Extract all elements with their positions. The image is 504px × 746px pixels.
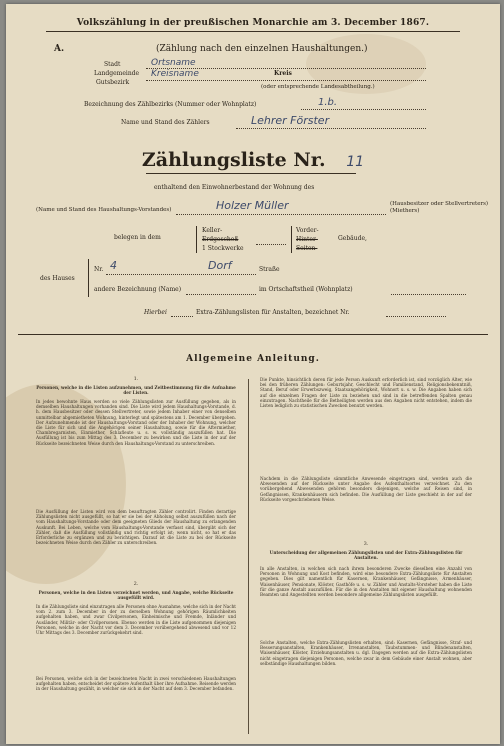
building-options bbox=[296, 226, 319, 253]
house-number: 4 bbox=[110, 259, 117, 272]
sec2-heading: Personen, welche in den Listen verzeichnet werden, und Angabe, welche Rückseite ausgefüllt wird. bbox=[38, 590, 234, 601]
sec1b-text: Die Ausfüllung der Listen wird von dem beauftragten Zähler controlirt. Finden derartige Zählungslisten nicht ausgefüllt, so hat er sie bei der Abholung selbst auszufüllen nach der vom Haushaltungs-Vorstande oder dem geeigneten Glieds der Haushaltung zu erlangenden Auskunft. Bei Leben, welche vom Haushaltungs-Vorstande verfasst sind, übergibt sich der Zähler, daß die Ausfüllung vollständig und richtig erfolgt ist; wenn nicht, so hat er das Erforderliche zu ergänzen und zu berichtigen. Darauf ist die Liste zu bei der Rückseite bezeichneten Weise durch den Zähler zu unterschreiben. bbox=[36, 509, 236, 546]
stadt-label: Stadt bbox=[104, 61, 121, 68]
zaehler-value: Lehrer Förster bbox=[251, 114, 330, 127]
title-text: Zählungsliste Nr. bbox=[141, 149, 326, 171]
form-title bbox=[6, 149, 500, 171]
form-subtitle: (Zählung nach den einzelnen Haushaltungen.) bbox=[156, 44, 368, 54]
sec1-text: In jedes bewohnte Haus werden so viele Zählungslisten zur Ausfüllung gegeben, als in demselben Haushaltungen vorhanden sind. Die Liste wird jedem Haushaltungs-Vorstande, d. h. dem Hausbesitzer oder dessen Stellvertreter, sowie jedem Inhaber einer von denselben unmittelbar abgemietheten Wohnung, hinterlegt und spätestens am 1. December übergeben. Der Aufzunehmende ist der Haushaltungs-Vorstand oder der Inhaber der Wohnung, welcher die Liste für sich und die Angehörigen seiner Haushaltung, sowie für die Aftermiether, Chambregarnisten, Einmiether, Schlafleute u. s. w. vollständig auszufüllen hat. Die Ausfüllung ist bis zum Mittag des 3. December zu bewirken und die Liste in der auf der Rückseite bezeichneten Weise durch den Haushaltungs-Vorstand zu unterschreiben. bbox=[36, 399, 236, 446]
strasse-line bbox=[106, 274, 256, 275]
floor-brace bbox=[196, 226, 197, 253]
sec2-text: In die Zählungsliste sind einzutragen alle Personen ohne Ausnahme, welche sich in der Nacht vom 2. zum 3. December in der zu derselben Wohnung gehörigen Räumlichkeiten aufgehalten haben, und zwar Civilpersonen, Einheimische und Fremde, Inländer und Ausländer, Militär- oder Civilpersonen. Ebenso werden in die Liste aufgenommen diejenigen Personen, welche in der Nacht vor dem 3. December vorübergehend abwesend und vor 12 Uhr Mittags des 3. December zurückgekehrt sind. bbox=[36, 604, 236, 636]
column-divider bbox=[248, 379, 249, 734]
floor-option-keller: Keller- bbox=[202, 227, 223, 234]
gutsbezirk-label: Gutsbezirk bbox=[96, 79, 130, 86]
ortschaft-label: im Ortschaftstheil (Wohnplatz) bbox=[259, 286, 353, 293]
zaehler-line bbox=[236, 128, 426, 129]
building-brace bbox=[291, 226, 292, 253]
haushalt-value: Holzer Müller bbox=[216, 199, 289, 212]
house-brace bbox=[88, 259, 89, 297]
andere-line bbox=[186, 294, 256, 295]
form-header: Volkszählung in der preußischen Monarchie am 3. December 1867. bbox=[76, 18, 430, 28]
hierbei-line bbox=[171, 316, 193, 317]
building-option-seiten: Seiten- bbox=[296, 245, 318, 252]
floor-options bbox=[202, 226, 244, 253]
kreis-line bbox=[146, 80, 426, 81]
zaehler-label: Name und Stand des Zählers bbox=[121, 119, 210, 126]
title-number: 11 bbox=[346, 154, 365, 170]
title-underline bbox=[146, 173, 356, 174]
sec2b-text: Bei Personen, welche sich in der bezeichneten Nacht in zwei verschiedenen Haushaltungen aufgehalten haben, entscheidet der spätere Aufenthalt über ihre Aufnahme. Reisende werden in der Haushaltung gezählt, in welcher sie sich in der Nacht auf dem 3. December befanden. bbox=[36, 676, 236, 692]
sec3-num: 3. bbox=[363, 541, 369, 547]
bezirk-line bbox=[301, 109, 426, 110]
building-option-vorder: Vorder- bbox=[296, 227, 319, 234]
sec3-heading: Unterscheidung der allgemeinen Zählungslisten und der Extra-Zählungslisten für Anstalten. bbox=[269, 550, 463, 561]
ortschaft-line bbox=[391, 294, 466, 295]
sec2-num: 2. bbox=[133, 581, 139, 587]
floor-line bbox=[256, 244, 286, 245]
sec3c-text: In alle Anstalten, in welchen sich nach ihrem besonderen Zwecke dieselben eine Anzahl von Personen in Wohnung und Kost befinden, wird eine besondere Extra-Zählungsliste für Anstalten gegeben. Dies gilt namentlich für Kasernen, Krankenhäuser, Gefängnisse, Armenhäuser, Waisenhäuser, Pensionate, Klöster, Gasthöfe u. s. w. Zähler und Anstalts-Vorsteher haben die Liste für die ganze Anstalt auszufüllen. Für die in den Anstalten mit eigener Haushaltung wohnenden Beamten und Angestellten werden besondere allgemeine Zählungslisten ausgefüllt. bbox=[260, 566, 472, 598]
census-form-page bbox=[6, 4, 500, 744]
extra-line bbox=[386, 316, 446, 317]
sec1-heading: Personen, welche in die Listen aufzunehmen, und Zeitbestimmung für die Aufnahme der Listen. bbox=[36, 385, 236, 396]
strasse-label: Straße bbox=[259, 266, 280, 273]
bezirk-label: Bezeichnung des Zählbezirks (Nummer oder Wohnplatz) bbox=[84, 101, 257, 108]
header-rule bbox=[46, 31, 460, 32]
anleitung-title: Allgemeine Anleitung. bbox=[186, 354, 320, 364]
kreis-handwritten: Kreisname bbox=[151, 69, 199, 79]
kreis-note: (oder entsprechende Landesabtheilung.) bbox=[261, 84, 375, 90]
sec3d-text: Solche Anstalten, welche Extra-Zählungslisten erhalten, sind: Kasernen, Gefängnisse, Straf- und Besserungsanstalten, Krankenhäuser, Irrenanstalten, Taubstummen- und Blindenanstalten, Waisenhäuser, Klöster, Erziehungsanstalten u. dgl. Dagegen werden auf die Extra-Zählungslisten nicht eingetragen diejenigen Personen, welche zwar in dem Gebäude einer Anstalt wohnen, aber selbständige Haushaltungen bilden. bbox=[260, 640, 472, 666]
building-option-hinter: Hinter- bbox=[296, 236, 318, 243]
landgemeinde-label: Landgemeinde bbox=[94, 70, 140, 77]
haushalt-label: (Name und Stand des Haushaltungs-Vorstandes) bbox=[36, 207, 172, 213]
floor-option-stockwerk: 1 Stockwerke bbox=[202, 245, 244, 252]
kreis-label: Kreis bbox=[274, 70, 292, 77]
des-hauses-label: des Hauses bbox=[40, 275, 75, 282]
andere-label: andere Bezeichnung (Name) bbox=[94, 286, 182, 293]
belegen-label: belegen in dem bbox=[114, 234, 161, 241]
einwohner-label: enthaltend den Einwohnerbestand der Wohnung des bbox=[154, 184, 315, 191]
nr-label: Nr. bbox=[94, 266, 104, 273]
form-letter: A. bbox=[54, 44, 65, 54]
bezirk-value: 1.b. bbox=[318, 97, 338, 108]
floor-option-erdgeschoss: Erdgeschoß bbox=[202, 236, 239, 243]
haushalt-line bbox=[176, 214, 386, 215]
hierbei-label: Hierbei bbox=[144, 309, 167, 316]
sec3-text: Die Punkte, hinsichtlich deren für jede Person Auskunft erforderlich ist, sind vorzüglich Alter, wie bei den früheren Zählungen: Geburtsjahr, Geschlecht und Familienstand, Religionsbekenntniß, Stand, Beruf oder Erwerbszweig, Staatsangehörigkeit, Wohnort u. s. w. Die Angaben haben sich auf die einzelnen Fragen der Liste zu beziehen und sind in die betreffenden Spalten genau einzutragen. Nachtheile für die Betheiligten werden aus den Angaben nicht entstehen, indem die Listen lediglich zu statistischen Zwecken benutzt werden. bbox=[260, 377, 472, 409]
hausbesitzer-label: (Hausbesitzer oder Stellvertreters) (Miethers) bbox=[390, 201, 489, 214]
strasse-value: Dorf bbox=[208, 259, 232, 272]
place-handwritten: Ortsname bbox=[151, 58, 196, 68]
gebaeude-label: Gebäude, bbox=[338, 235, 367, 242]
section-rule bbox=[18, 334, 488, 335]
sec3b-text: Nachdem in die Zählungsliste sämmtliche Anwesende eingetragen sind, werden auch die Abwesenden auf der Rückseite unter Angabe des Aufenthaltsortes verzeichnet. Zu den vorübergehend Abwesenden gehören besonders diejenigen, welche auf Reisen sind, in Gefängnissen, Krankenhäusern sich befinden. Die Ausfüllung der Liste geschieht in der auf der Rückseite vorgeschriebenen Weise. bbox=[260, 476, 472, 502]
sec1-num: 1. bbox=[133, 376, 139, 382]
extra-label: Extra-Zählungslisten für Anstalten, bezeichnet Nr. bbox=[196, 309, 350, 316]
